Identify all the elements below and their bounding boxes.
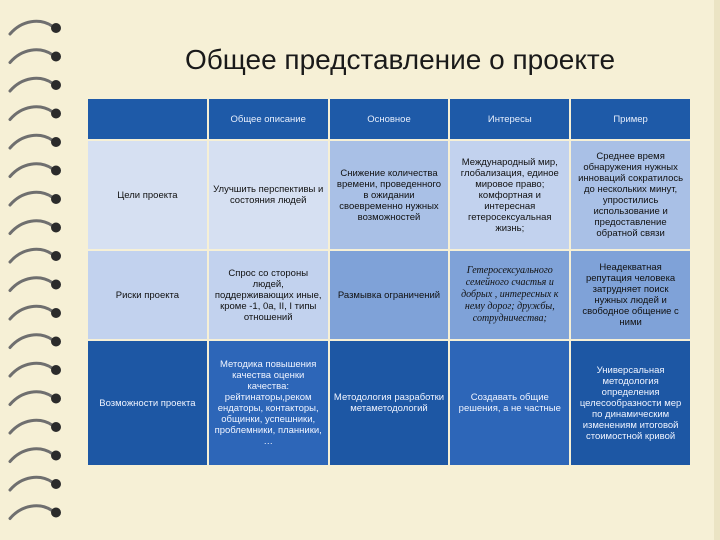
spiral-ring (10, 335, 52, 348)
spiral-ring (10, 164, 52, 177)
spiral-ring (10, 107, 52, 120)
project-overview-table (86, 97, 692, 467)
cell-opportunities-example: Универсальная методология определения целесообразности мер по динамическим изменениям итоговой стоимостной кривой (571, 341, 690, 465)
cell-risks-example: Неадекватная репутация человека затрудняет поиск нужных людей и свободное общение с ними (571, 251, 690, 339)
row-label-risks: Риски проекта (88, 251, 207, 339)
spiral-ring (10, 78, 52, 91)
binding-hole (51, 280, 61, 290)
spiral-ring (10, 249, 52, 262)
header-cell-corner (88, 99, 207, 139)
binding-hole (51, 451, 61, 461)
slide-title: Общее представление о проекте (184, 44, 616, 75)
cell-risks-interests: Гетеросексуального семейного счастья и добрых , интересных к нему дорог; дружбы, сотрудничества; (450, 251, 569, 339)
cell-goals-general: Улучшить перспективы и состояния людей (209, 141, 328, 249)
binding-hole (51, 422, 61, 432)
spiral-ring (10, 50, 52, 63)
binding-hole (51, 23, 61, 33)
spiral-ring (10, 278, 52, 291)
spiral-ring (10, 135, 52, 148)
header-cell-interests: Интересы (450, 99, 569, 139)
cell-goals-main: Снижение количества времени, проведенного в ожидании своевременно нужных возможностей (330, 141, 449, 249)
binding-hole (51, 251, 61, 261)
spiral-ring (10, 21, 52, 34)
cell-goals-interests: Международный мир, глобализация, единое мировое право; комфортная и интересная гетеросексуальная жизнь; (450, 141, 569, 249)
spiral-ring (10, 420, 52, 433)
binding-hole (51, 508, 61, 518)
row-label-goals: Цели проекта (88, 141, 207, 249)
cell-risks-general: Спрос со стороны людей, поддерживающих иные, кроме -1, 0a, II, I типы отношений (209, 251, 328, 339)
spiral-ring (10, 306, 52, 319)
binding-hole (51, 52, 61, 62)
table-header-row (88, 99, 690, 139)
table-row-opportunities (88, 341, 690, 465)
binding-hole (51, 137, 61, 147)
binding-hole (51, 394, 61, 404)
binding-hole (51, 166, 61, 176)
binding-hole (51, 109, 61, 119)
spiral-ring (10, 477, 52, 490)
spiral-binding (0, 0, 70, 540)
header-cell-main: Основное (330, 99, 449, 139)
cell-opportunities-interests: Создавать общие решения, а не частные (450, 341, 569, 465)
spiral-ring (10, 192, 52, 205)
spiral-ring (10, 449, 52, 462)
binding-hole (51, 479, 61, 489)
binding-hole (51, 365, 61, 375)
header-cell-example: Пример (571, 99, 690, 139)
cell-opportunities-main: Методология разработки метаметодологий (330, 341, 449, 465)
table-row-goals (88, 141, 690, 249)
binding-hole (51, 337, 61, 347)
spiral-ring (10, 221, 52, 234)
binding-hole (51, 223, 61, 233)
binding-hole (51, 80, 61, 90)
cell-goals-example: Среднее время обнаружения нужных инноваций сократилось до нескольких минут, упростились использование и предоставление обратной связи (571, 141, 690, 249)
cell-risks-main: Размывка ограничений (330, 251, 449, 339)
binding-hole (51, 194, 61, 204)
cell-opportunities-general: Методика повышения качества оценки качества: рейтинаторы,реком ендаторы, контакторы, общинки, успешники, проблемники, планники, … (209, 341, 328, 465)
spiral-ring (10, 392, 52, 405)
spiral-ring (10, 506, 52, 519)
slide-right-border (714, 0, 720, 540)
table-row-risks (88, 251, 690, 339)
header-cell-general: Общее описание (209, 99, 328, 139)
spiral-ring (10, 363, 52, 376)
binding-hole (51, 308, 61, 318)
row-label-opportunities: Возможности проекта (88, 341, 207, 465)
